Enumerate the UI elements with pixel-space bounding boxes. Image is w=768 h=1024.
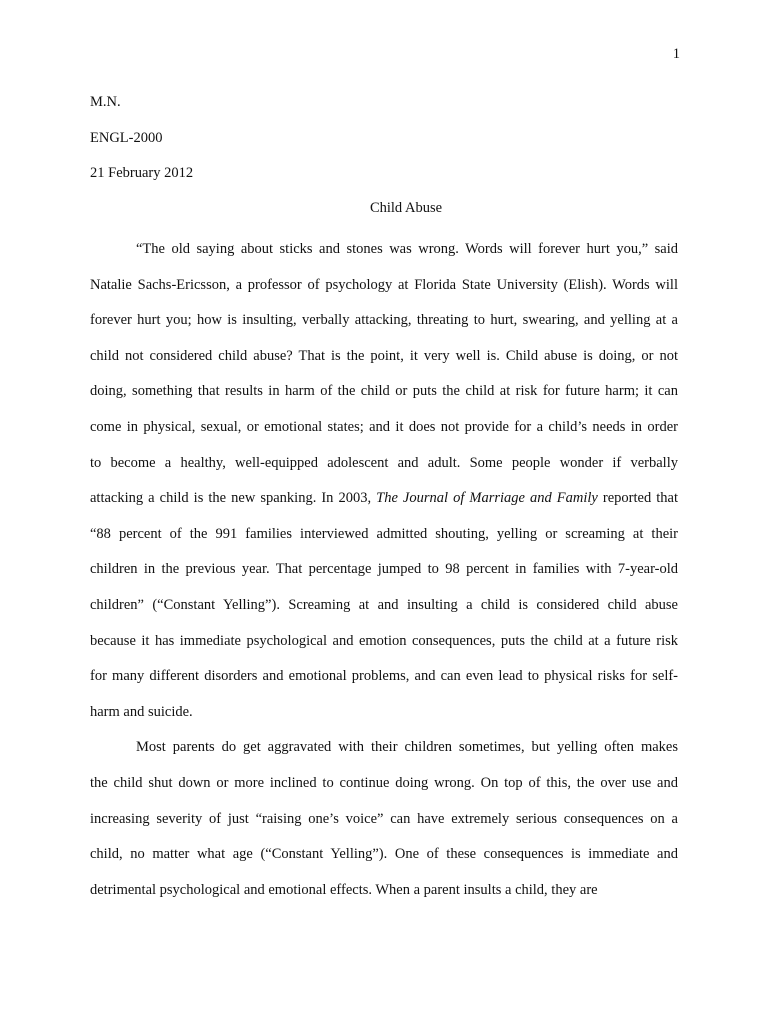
text-line: to become a healthy, well-equipped adolescent and adult. Some people wonder if verbally — [90, 454, 678, 471]
paragraph-2 — [90, 730, 678, 908]
text-line: the child shut down or more inclined to continue doing wrong. On top of this, the over use and — [90, 774, 678, 791]
text-line: harm and suicide. — [90, 703, 193, 720]
essay-title: Child Abuse — [369, 200, 443, 216]
text-line: detrimental psychological and emotional effects. When a parent insults a child, they are — [90, 881, 598, 898]
page-number: 1 — [672, 46, 680, 62]
text-fragment: reported that — [597, 490, 678, 507]
text-fragment: attacking a child is the new spanking. In 2003, — [90, 490, 377, 507]
text-line: Natalie Sachs-Ericsson, a professor of psychology at Florida State University (Elish). Words will — [90, 276, 678, 293]
text-line: “88 percent of the 991 families interviewed admitted shouting, yelling or screaming at their — [90, 525, 678, 542]
text-line: because it has immediate psychological and emotion consequences, puts the child at a future risk — [90, 632, 678, 649]
text-line: doing, something that results in harm of the child or puts the child at risk for future harm; it can — [90, 383, 678, 400]
journal-title: The Journal of Marriage and Family — [376, 490, 598, 507]
text-line: increasing severity of just “raising one’s voice” can have extremely serious consequences on a — [90, 810, 678, 827]
text-line: children” (“Constant Yelling”). Screaming at and insulting a child is considered child abuse — [90, 596, 678, 613]
text-line: child not considered child abuse? That is the point, it very well is. Child abuse is doing, or not — [90, 347, 678, 364]
course-code: ENGL-2000 — [90, 130, 163, 146]
text-line: Most parents do get aggravated with their children sometimes, but yelling often makes — [136, 739, 678, 756]
essay-date: 21 February 2012 — [90, 165, 194, 181]
author-name: M.N. — [90, 94, 121, 110]
text-line: children in the previous year. That percentage jumped to 98 percent in families with 7-year-old — [90, 561, 678, 578]
paragraph-1 — [90, 232, 678, 730]
text-line-with-citation — [90, 481, 678, 517]
essay-body — [90, 232, 678, 908]
text-line: come in physical, sexual, or emotional states; and it does not provide for a child’s needs in order — [90, 418, 678, 435]
text-line: forever hurt you; how is insulting, verbally attacking, threating to hurt, swearing, and yelling at a — [90, 312, 678, 329]
text-line: for many different disorders and emotional problems, and can even lead to physical risks for self- — [90, 668, 678, 685]
text-line: child, no matter what age (“Constant Yelling”). One of these consequences is immediate and — [90, 846, 678, 863]
text-line: “The old saying about sticks and stones was wrong. Words will forever hurt you,” said — [136, 241, 678, 257]
